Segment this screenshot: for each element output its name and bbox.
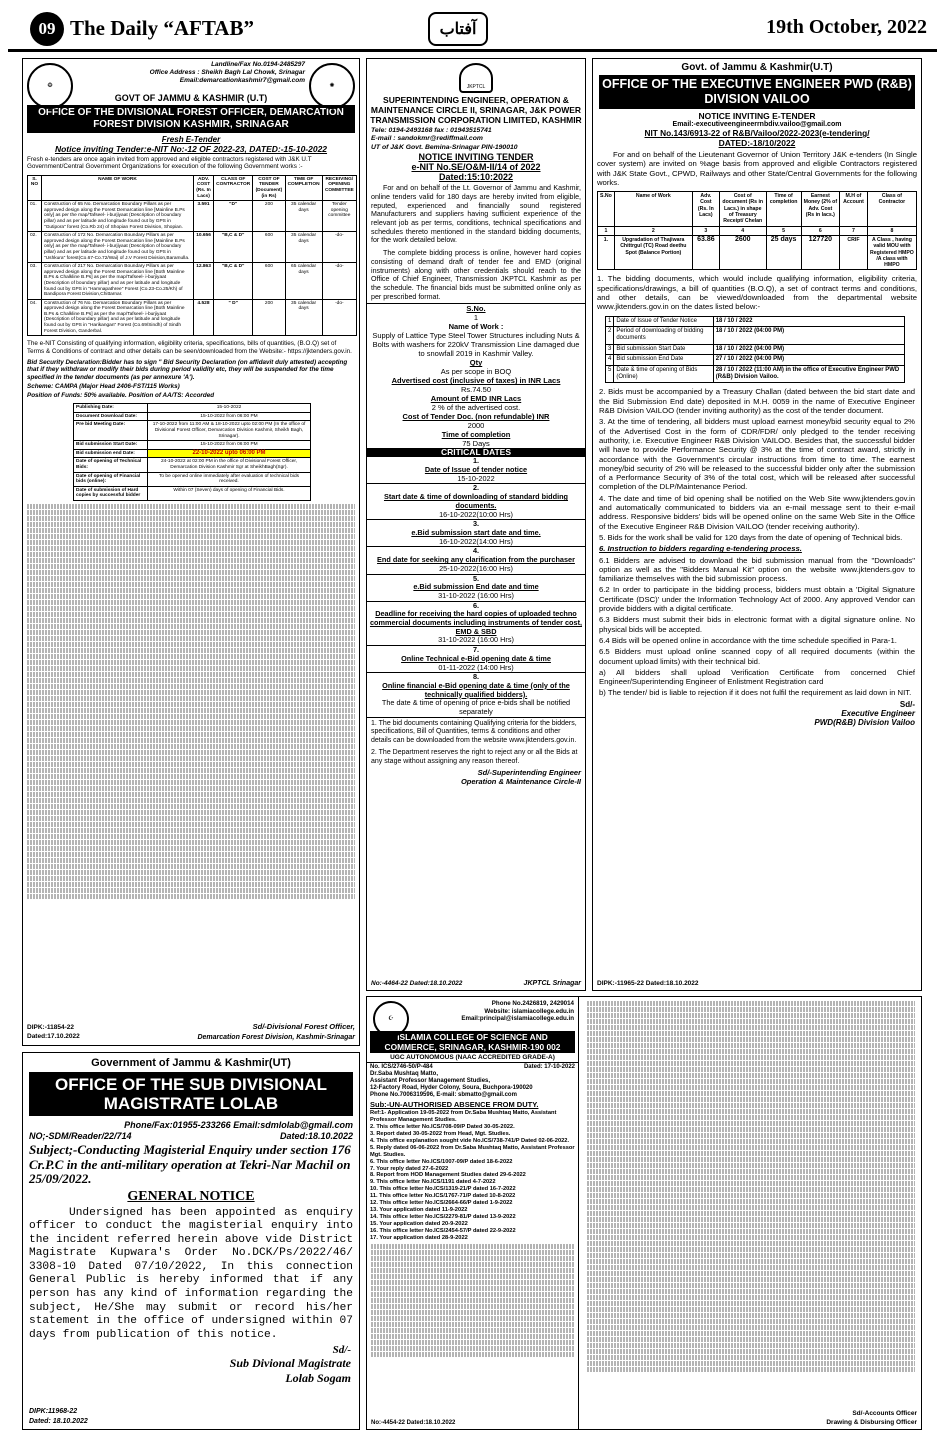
cell: 200 <box>253 201 285 232</box>
address: UT of J&K Govt. Bemina-Srinagar PIN-190010 <box>371 143 518 151</box>
cost-value: 2000 <box>467 421 485 431</box>
list-item: 13. Your application dated 11-9-2022 <box>370 1207 468 1213</box>
th: Adv. Cost (Rs. In Lacs) <box>692 192 719 226</box>
table-row <box>74 472 311 486</box>
cell: 2 <box>606 327 614 345</box>
time-label: Time of completion <box>441 430 511 440</box>
cell: Bid submission end Date: <box>74 449 148 458</box>
cell: Bid submission Start Date <box>614 344 713 354</box>
list-item: 6.4 Bids will be opened online in accordance with the time schedule specified in Para-1. <box>599 635 897 645</box>
table-row <box>606 355 905 365</box>
cell: 18 / 10 / 2022 (04:00 PM) <box>713 327 904 345</box>
cell: 28 / 10 / 2022 (11:00 AM) in the office of Executive Engineer PWD (R&B) Division Vailoo. <box>713 365 904 383</box>
cell: Document Download Date: <box>74 412 148 421</box>
dipk-number: No:-4454-22 Dated:18.10.2022 <box>371 1420 456 1426</box>
cell-highlight: 22-10-2022 upto 06:00 PM <box>148 449 311 458</box>
cd-num: 8. <box>472 672 480 682</box>
cell: To be opened online immediately after evaluation of technical bids received. <box>148 472 311 486</box>
notice-title: NOTICE INVITING TENDER <box>418 152 534 163</box>
table-row <box>28 201 357 232</box>
list-item: Ref:1- Application 19-05-2022 from Dr.Saba Mushtaq Matto, Assistant Professor Management Studies. <box>370 1110 557 1124</box>
cell: 6 <box>801 226 840 235</box>
list-item: 7. Your reply dated 27-6-2022 <box>370 1165 449 1172</box>
letter-fine-print <box>367 1244 578 1357</box>
cell: 1 <box>606 316 614 326</box>
signatory: Sd/-Divisional Forest Officer, <box>252 1022 355 1031</box>
cell: -do- <box>322 299 356 336</box>
body-text-2: The complete bidding process is online, however hard copies consisting of demand draft of tender fee and EMD (original instruments) along with other credentials should reach to the Office of Chief Engineer, Transmission JKPTCL Kashmir as per the schedule. The financial bids must be submitted online only as per prescribed format. <box>371 249 581 301</box>
cell: 10.656 <box>194 232 214 263</box>
cell: A Class , having valid MOU with Registered HMPO /A class with HMPO <box>867 235 916 269</box>
cd-label: e.Bid submission start date and time. <box>411 527 541 537</box>
govt-title: Government of Jammu & Kashmir(UT) <box>91 1057 291 1069</box>
table-row <box>74 486 311 500</box>
cd-num: 6. <box>472 600 480 610</box>
list-item: 11. This office letter No.ICS/1767-71/P dated 10-8-2022 <box>370 1193 516 1200</box>
etender-label: Fresh E-Tender <box>161 135 221 144</box>
cell: 18 / 10 / 2022 <box>713 316 904 326</box>
th: S.No <box>598 192 615 226</box>
cell: 15-10-2022 from 06:00 PM <box>148 441 311 450</box>
signatory: Executive Engineer <box>841 708 915 718</box>
subject: Subject;-Conducting Magisterial Enquiry under section 176 Cr.P.C in the anti-military operation at Tekri-Nar Machil on 25/09/2022. <box>29 1142 351 1186</box>
govt-title: GOVT OF JAMMU & KASHMIR (U.T) <box>114 93 268 103</box>
signatory: Sd/-Superintending Engineer <box>477 768 581 778</box>
college-emblem-icon: ☪ <box>373 1001 409 1037</box>
cell: "B,C & D" <box>214 263 253 300</box>
list-item <box>367 484 585 520</box>
table-row <box>74 404 311 413</box>
list-item: 4. The date and time of bid opening shall be notified on the Web Site www.jktenders.gov.in and automatically communicated to bidders via an e-mail message sent to their e-mail address. Responsive bidders' bids will be opened online on the same Web Site in the Office of the Executive Engineer R&B Division VAILOO (tender receiving authority). <box>599 493 915 531</box>
signatory-office: Demarcation Forest Division, Kashmir-Srinagar <box>197 1034 355 1041</box>
cell: 65 calendar days <box>285 263 322 300</box>
th: NAME OF WORK <box>42 175 194 200</box>
note-1: 1. The bid documents containing Qualifying criteria for the bidders, specifications, Bill of Quantities, terms & conditions and other details can be downloaded from the website www.jktenders.gov.in. <box>371 719 577 744</box>
cd-value: 31-10-2022 (16:00 Hrs) <box>438 635 514 645</box>
cell: Publishing Date: <box>74 404 148 413</box>
sno-label: S.No. <box>466 304 486 314</box>
cell: Pre bid Meeting Date: <box>74 421 148 441</box>
cell: 18 / 10 / 2022 (04:00 PM) <box>713 344 904 354</box>
cd-value: 01-11-2022 (14:00 Hrs) <box>438 662 514 672</box>
list-item: 2. This office letter No.ICS/708-09/P Dated 30-05-2022. <box>370 1124 515 1131</box>
dipk-date: Dated:17.10.2022 <box>27 1033 80 1040</box>
th: S. NO <box>28 175 42 200</box>
intro-text: Fresh e-tenders are once again invited from approved and eligible contractors registered with J&K U.T Government/Central Government Organizations for execution of the following Government works :- <box>27 156 312 171</box>
cd-label: End date for seeking any clarification from the purchaser <box>377 555 575 565</box>
list-item <box>367 547 585 574</box>
list-item: 8. Report from HOD Management Studies dated 29-6-2022 <box>370 1172 526 1179</box>
cd-label: Online financial e-Bid opening date & time (only of the technically qualified bidders). <box>382 680 570 699</box>
table-row <box>598 235 917 269</box>
cell: 35 calendar days <box>285 201 322 232</box>
th: Cost of document (Rs in Lacs.) in shape of Treasury Receipt/ Chelan <box>719 192 766 226</box>
issue-date: 19th October, 2022 <box>766 16 927 38</box>
table-row <box>606 365 905 383</box>
list-item: a) All bidders shall upload Verification Certificate from concerned Chief Engineer/Superintending Engineer of Enlistment Registration card <box>599 667 915 687</box>
dipk-number: DIPK:-11854-22 <box>27 1024 74 1031</box>
letter-continuation <box>583 1000 919 1400</box>
cell: 8 <box>867 226 916 235</box>
cell: 4 <box>606 355 614 365</box>
list-item: 6.2 In order to participate in the bidding process, bidders must obtain a 'Digital Signature Certificate (DSC)' under the Information Technology Act of 2000. Any approved Vendor can provide bidders with a digital certificate. <box>599 585 915 614</box>
cell: 600 <box>253 263 285 300</box>
cell: 3 <box>692 226 719 235</box>
cell: Date & time of opening of Bids (Online) <box>614 365 713 383</box>
general-notice-title: GENERAL NOTICE <box>127 1188 255 1204</box>
addressee <box>367 1071 578 1100</box>
college-subtitle: UGC AUTONOMOUS (NAAC ACCREDITED GRADE-A) <box>367 1053 578 1063</box>
critical-dates <box>367 457 585 717</box>
cd-value: 15-10-2022 <box>457 473 495 483</box>
list-item: 16. This office letter No.ICS/2454-57/P dated 22-9-2022 <box>370 1227 516 1234</box>
qty-label: Qty <box>469 358 483 368</box>
college-title: ISLAMIA COLLEGE OF SCIENCE AND COMMERCE, SRINAGAR, KASHMIR-190 002 <box>370 1031 575 1053</box>
newspaper-header <box>8 8 937 52</box>
cd-num: 1. <box>472 456 480 466</box>
phone: Phone No.2426819, 2429014 <box>491 1000 574 1007</box>
cell: Construction of 217 No. Demarcation Boundary Pillars as per approved design along the Forest Demarcation line [Both Mainline B.Ps & Chalkline B.Ps] as per the map/Tafseel- i-burjiyaat (Description of boundary pillar) and as per latitude and longitude found out by GPS in "Hamnapathree" Forest (Co.23-Co.25/Kh) of Bandipora Forest Division,Chittarnar. <box>42 263 194 300</box>
cd-num: 4. <box>472 546 480 556</box>
terms-fine-print <box>23 503 359 911</box>
address-line: Dr.Saba Mushtaq Matto, <box>370 1070 439 1077</box>
cd-label: Date of Issue of tender notice <box>424 465 528 475</box>
cd-label: Deadline for receiving the hard copies of uploaded techno commercial documents including instruments of tender cost, EMD & SBD <box>369 609 583 636</box>
dipk-number: No:-4464-22 Dated:18.10.2022 <box>371 980 463 987</box>
dipk-number: DIPK:11968-22 <box>29 1408 78 1415</box>
th: Time of completion <box>766 192 801 226</box>
para-1: 1. The bidding documents, which would include qualifying information, eligibility criteria, specifications/drawings, a bill of quantities (B.O.Q), a set of contract terms and conditions, and other details, can be viewed/downloaded from the departmental website www.jktenders.gov.in on the dates listed below:- <box>597 274 917 312</box>
adv-cost-label: Advertised cost (inclusive of taxes) in INR Lacs <box>391 376 561 386</box>
table-row <box>28 299 357 336</box>
cell: 35 calendar days <box>285 299 322 336</box>
th: CLASS OF CONTRACTOR <box>214 175 253 200</box>
list-item <box>367 520 585 547</box>
list-item: 14. This office letter No.ICS/2279-81/P dated 13-9-2022 <box>370 1213 516 1220</box>
website: Website: islamiacollege.edu.in <box>484 1007 574 1015</box>
cell: Construction of 76 No. Demarcation Boundary Pillars as per approved design along the Forest Demarcation line [Both Mainline B.Ps & Chalkline B.Ps] as per the map/Tafseel- i-burjiyaat (Description of boundary pillar) and as per latitude and longitude found out by GPS in "Harikangan" Forest (Co.69/Sindh) of Sindh Forest Division, Ganderbal. <box>42 299 194 336</box>
address-line: 12-Factory Road, Hyder Colony, Soura, Buchpora-190020 <box>370 1084 533 1091</box>
cell: -do- <box>322 232 356 263</box>
cell: -do- <box>322 263 356 300</box>
list-item: 5. Reply dated 06-06-2022 from Dr.Saba Mushtaq Matto, Assistant Professor Mgt. Studies. <box>370 1144 575 1158</box>
cell: 63.86 <box>692 235 719 269</box>
signatory-office: Lolab Sogam <box>285 1371 351 1386</box>
office-title: OFFICE OF THE DIVISIONAL FOREST OFFICER, DEMARCATION FOREST DIVISION KASHMIR, SRINAGAR <box>27 105 355 133</box>
critical-dates-title: CRITICAL DATES <box>367 448 585 457</box>
list-item: b) The tender/ bid is liable to rejection if it does not fulfil the requirement as laid down in NIT. <box>599 688 912 698</box>
page-number: 09 <box>30 12 64 46</box>
bid-security-declaration: Bid Security Declaration:Bidder has to sign " Bid Security Declaration (on affidavit duly attested) accepting that if they withdraw or modify their bids during period validity etc, they will be suspended for the time specified in the tender documents (as per annexure 'A'). <box>27 359 348 381</box>
cell: Within 07 (Seven) days of opening of Financial Bids. <box>148 486 311 500</box>
cd-value: The date & time of opening of price e-bids shall be notified separately <box>381 698 571 717</box>
cell: " D" <box>214 299 253 336</box>
cell: Bid submission Start Date: <box>74 441 148 450</box>
cell: 17-10-2022 from 11:00 AM & 18-10-2022 upto 02:00 PM (In the office of Divisional Forest Officer, Demarcation Division Kashmir, Sheikh Bagh, Srinagar). <box>148 421 311 441</box>
cell: Date of submission of Hard copies by successful bidder <box>74 486 148 500</box>
position-of-funds: Position of Funds: 50% available. Position of AA/TS: Accorded <box>27 392 215 400</box>
cd-label: Online Technical e-Bid opening date & time <box>401 653 551 663</box>
reference-number: No. ICS/2746-50/P-484 <box>370 1063 433 1070</box>
address-line: Assistant Professor Management Studies, <box>370 1077 491 1084</box>
signatory-location: JKPTCL Srinagar <box>523 980 581 987</box>
cell: 27 / 10 / 2022 (04:00 PM) <box>713 355 904 365</box>
list-item <box>367 575 585 602</box>
intro-text: For and on behalf of the Lieutenant Governor of Union Territory J&K e-tenders (In Single cover system) are invited on %age basis from approved and eligible Contractors registered with J&K State Govt., CPWD, Railways and other State/Central Governments for the following works. <box>597 150 917 187</box>
email: Email:-executiveengineerrnbdiv.vailoo@gmail.com <box>672 121 842 128</box>
cell: 127720 <box>801 235 840 269</box>
sno-value: 1 <box>473 313 479 323</box>
table-row <box>28 232 357 263</box>
masthead-logo: آفتاب <box>428 12 488 46</box>
cell: "D" <box>214 201 253 232</box>
list-item: 6. This office letter No.ICS/1007-09/P dated 18-6-2022 <box>370 1158 513 1165</box>
cd-num: 7. <box>472 645 480 655</box>
table-row <box>74 412 311 421</box>
qty-value: As per scope in BOQ <box>440 367 512 377</box>
dates-table <box>605 316 905 384</box>
cell: 2600 <box>719 235 766 269</box>
cell: Date of opening of Technical Bids: <box>74 458 148 472</box>
sdm-lolab-notice <box>22 1052 360 1430</box>
notice-date: Dated:18.10.2022 <box>279 1131 353 1141</box>
cell: 3.591 <box>194 201 214 232</box>
list-item <box>367 457 585 484</box>
subject: Sub:-UN-AUTHORISED ABSENCE FROM DUTY. <box>370 1100 539 1110</box>
table-row <box>606 316 905 326</box>
cd-num: 3. <box>472 519 480 529</box>
cell: Date of Issue of Tender Notice <box>614 316 713 326</box>
cell: 200 <box>253 299 285 336</box>
cell: Date of opening of Financial bids (online): <box>74 472 148 486</box>
cell: "B,C & D" <box>214 232 253 263</box>
nit-date: DATED:-18/10/2022 <box>718 138 796 148</box>
cd-num: 2. <box>472 483 480 493</box>
list-item: 3. Report dated 30-05-2022 from Head, Mgt. Studies. <box>370 1131 511 1138</box>
table-row <box>74 458 311 472</box>
th: ADV. COST (Rs. In Lacs) <box>194 175 214 200</box>
newspaper-name: The Daily “AFTAB” <box>70 16 254 40</box>
cell: 5 <box>766 226 801 235</box>
nit-number: NIT No.143/6913-22 of R&B/Vailoo/2022-2023(e-tendering/ <box>644 128 870 138</box>
cell: 04. <box>28 299 42 336</box>
cell: Upgradation of Thajiwara Chittrgul (TC) Road deethu Spot (Balance Portion) <box>614 235 692 269</box>
telephone: Tele: 0194-2493168 fax : 01943515741 <box>371 127 492 134</box>
cell: 12.863 <box>194 263 214 300</box>
jkptcl-logo-icon: JKPTCL <box>459 63 493 93</box>
body-text: For and on behalf of the Lt. Governor of Jammu and Kashmir, online tenders valid for 180 days are hereby invited from eligible, reputed, experienced and financially sound registered Manufacturers and suppliers having sufficient experience of the relevant job as per terms, conditions, technical specifications and schedules thereto mentioned in the standard bidding documents, for the work detailed below. <box>371 184 581 245</box>
signatory-office: PWD(R&B) Division Vailoo <box>814 717 915 727</box>
works-table <box>27 175 357 336</box>
signatory-office: Operation & Maintenance Circle-II <box>460 777 581 787</box>
cell: 600 <box>253 232 285 263</box>
list-item: 6.3 Bidders must submit their bids in electronic format with a digital signature online. No physical bids will be accepted. <box>599 615 915 634</box>
cell: Construction of 172 No. Demarcation Boundary Pillars as per approved design along the Forest Demarcation line [Mainline B.Ps only] as per the map/Tafseel- i-burjiyaat (Description of boundary pillar) and as per latitude and longitude found out by GPS in "Ushkura" forest(Co.67-Co.72/Wai) of J.V Forest Division,Baramulla. <box>42 232 194 263</box>
email: E-mail : sandokmr@rediffmail.com <box>371 135 483 143</box>
cd-value: 16-10-2022(14:00 Hrs) <box>439 536 513 546</box>
list-item: 3. At the time of tendering, all bidders must upload earnest money/bid security equal to 2% of the Advertised Cost in the form of CDR/FDR/ only pledged to the tender receiving authority, i.e. Executive Engineer R&B Division VAILOO. Besides that, the successful bidder will have to provide Performance Security @ 3% at the time of contract award, strictly in accordance with the Government's circular instructions from time to time. The earnest money/bid security of 2% will be released to the successful bidder only after the submission of a Performance Security of 3% of the total cost, which will be released after successful completion of the DLP/Maintenance Period. <box>599 417 915 492</box>
cell: Period of downloading of bidding documents <box>614 327 713 345</box>
notice-body: Undersigned has been appointed as enquiry officer to conduct the magisterial enquiry into the incident referred herein above vide District Magistrate Kupwara's Order No.DCK/Ps/2022/46/ 3308-10 Dated 07/10/2022, In this connection General Public is hereby informed that if any person has any kind of information regarding the subject, He/She may submit or record his/her statement in the office of undersigned within 07 days from publication of this notice. <box>29 1206 353 1341</box>
enit-paragraph: The e-NIT Consisting of qualifying information, eligibility criteria, specifications, bills of quantities, (B.O.Q) set of Terms & Conditions of contract and other details can be seen/downloaded from the Website:- https://jktenders.gov.in. <box>27 340 352 355</box>
table-row <box>28 263 357 300</box>
cell: 2 <box>614 226 692 235</box>
office-title: OFFICE OF THE EXECUTIVE ENGINEER PWD (R&B) DIVISION VAILOO <box>599 75 915 109</box>
email: Email:demarcationkashmir7@gmail.com <box>179 77 305 84</box>
th: TIME OF COMPLETION <box>285 175 322 200</box>
list-item <box>367 646 585 673</box>
list-item: 6.5 Bidders must upload online scanned copy of all required documents (within the document upload limits) with their technical bid. <box>599 647 915 666</box>
cost-label: Cost of Tender Doc. (non refundable) INR <box>402 412 550 422</box>
note-2: 2. The Department reserves the right to reject any or all the Bids at any stage without assigning any reason thereof. <box>371 749 578 765</box>
list-item: 9. This office letter No.ICS/1191 dated 4-7-2022 <box>370 1179 496 1186</box>
office-address: Office Address : Sheikh Bagh Lal Chowk, Srinagar <box>149 69 305 76</box>
cell: 35 calendar days <box>285 232 322 263</box>
office-title: SUPERINTENDING ENGINEER, OPERATION & MAINTENANCE CIRCLE II, SRINAGAR, J&K POWER TRANSMISSION CORPORATION LIMITED, KASHMIR <box>370 95 582 125</box>
cd-label: e.Bid submission End date and time <box>413 582 539 592</box>
govt-title: Govt. of Jammu & Kashmir(U.T) <box>681 62 833 73</box>
table-row <box>74 449 311 458</box>
jkptcl-tender-ad <box>366 58 586 991</box>
cell: 01. <box>28 201 42 232</box>
cd-value: 31-10-2022 (16:00 Hrs) <box>438 590 514 600</box>
th: Name of Work <box>614 192 692 226</box>
jk-emblem-icon: ✺ <box>309 63 355 109</box>
cell: 1 <box>598 226 615 235</box>
list-item: 10. This office letter No.ICS/1319-21/P dated 16-7-2022 <box>370 1186 516 1193</box>
nit-number: Notice inviting Tender:e-NIT No:-12 OF 2022-23, DATED:-15-10-2022 <box>54 144 328 154</box>
signatory: Sub Divional Magistrate <box>229 1356 351 1371</box>
signature-mark: Sd/- <box>332 1344 351 1357</box>
list-item: 12. This office letter No.ICS/2664-66/P dated 1-9-2022 <box>370 1200 513 1207</box>
conditions-list <box>593 385 921 697</box>
cell: 03. <box>28 263 42 300</box>
th: Earnest Money (2% of Adv. Cost (Rs in lacs.) <box>801 192 840 226</box>
pwd-vailoo-tender-ad <box>592 58 922 991</box>
references-list <box>367 1110 578 1241</box>
emd-value: 2 % of the advertised cost. <box>431 403 521 413</box>
list-item: 15. Your application dated 20-9-2022 <box>370 1220 468 1227</box>
landline: Landline/Fax No.0194-2485297 <box>211 61 305 68</box>
cell: 3 <box>606 344 614 354</box>
signatory: Sd/-Accounts Officer <box>852 1410 917 1417</box>
list-item: 17. Your application dated 28-9-2022 <box>370 1234 468 1241</box>
emd-label: Amount of EMD INR Lacs <box>430 394 522 404</box>
cell: 1. <box>598 235 615 269</box>
cell: CRIF <box>840 235 868 269</box>
cell: 15-10-2022 <box>148 404 311 413</box>
nit-number: e-NIT No.SE/O&M-II/14 of 2022 <box>411 162 541 173</box>
email: Email:principal@islamiacollege.edu.in <box>461 1015 574 1022</box>
notice-title: NOTICE INVITING E-TENDER <box>698 111 816 121</box>
th: RECEIVING/ OPENING COMMITTEE <box>322 175 356 200</box>
cell: Bid submission End Date <box>614 355 713 365</box>
list-item: 6. Instruction to bidders regarding e-tendering process. <box>599 544 802 554</box>
adv-cost-value: Rs.74.50 <box>460 385 492 395</box>
cd-value: 16-10-2022(10:00 Hrs) <box>439 509 513 519</box>
dipk-date: Dated: 18.10.2022 <box>29 1418 88 1425</box>
forest-tender-ad <box>22 58 360 1046</box>
office-title: OFFICE OF THE SUB DIVISIONAL MAGISTRATE LOLAB <box>29 1072 353 1116</box>
table-row <box>606 327 905 345</box>
th: COST OF TENDER (Document) (in Rs) <box>253 175 285 200</box>
list-item: 6.1 Bidders are advised to download the bid submission manual from the "Downloads" option as well as the "Bidders Manual Kit" option on the website www.jktenders.gov to familiarize themselves with the bid submission process. <box>599 555 915 584</box>
reference-number: NO;-SDM/Reader/22/714 <box>29 1131 132 1141</box>
signatory-office: Drawing & Disbursing Officer <box>826 1419 917 1426</box>
college-notice-left <box>367 997 579 1429</box>
cd-num: 5. <box>472 573 480 583</box>
cell: 24-10-2022 at 02:00 PM in the office of Divisional Forest Officer, Demarcation Division Kashmir Sgr at SheikhBagh(Sgr). <box>148 458 311 472</box>
nit-date: Dated:15:10:2022 <box>438 172 514 183</box>
cell: 4 <box>719 226 766 235</box>
cd-value: 25-10-2022(16:00 Hrs) <box>439 563 513 573</box>
cell: 15-10-2022 from 06:00 PM <box>148 412 311 421</box>
forest-emblem-icon: ❂ <box>27 63 73 109</box>
dates-table <box>73 403 311 501</box>
dipk-number: DIPK:-11965-22 Dated:18.10.2022 <box>597 980 699 987</box>
cell: 02. <box>28 232 42 263</box>
scheme: Scheme: CAMPA (Major Head 2406-FST/115 Works) <box>27 383 180 391</box>
islamia-college-notice <box>366 996 922 1430</box>
list-item: 5. Bids for the work shall be valid for 120 days from the date of opening of Technical bids. <box>599 532 903 542</box>
list-item <box>367 602 585 647</box>
list-item <box>367 673 585 718</box>
th: M.H of Account <box>840 192 868 226</box>
signature-mark: Sd/- <box>899 699 915 709</box>
list-item: 4. This office explanation sought vide No.ICS/738-741/P Dated 02-06-2022. <box>370 1137 570 1144</box>
time-value: 75 Days <box>462 439 490 449</box>
cell: 25 days <box>766 235 801 269</box>
work-value: Supply of Lattice Type Steel Tower Structures including Nuts & Bolts with washers for 220kV Transmission Line damaged due to snowfall 2019 in Kashmir Valley. <box>372 331 580 359</box>
phone-email: Phone/Fax:01955-233266 Email:sdmlolab@gmail.com <box>124 1120 353 1130</box>
address-line: Phone No.7006319596, E-mail: sbmatto@gmail.com <box>370 1092 517 1099</box>
cell: Tender opening committee <box>322 201 356 232</box>
cell: 4.528 <box>194 299 214 336</box>
cell: 7 <box>840 226 868 235</box>
table-row <box>74 421 311 441</box>
table-row <box>74 441 311 450</box>
cell: Construction of 65 No. Demarcation Boundary Pillars as per approved design along the Forest Demarcation line [Mainline B.Ps only] as per the map/Tafseel- i-burjiyaat (Description of boundary pillar) and as per latitude and longitude found out by GPS in "Gutipora" forest (Co.Rb 24) of Shopian Forest Division, Shopian. <box>42 201 194 232</box>
list-item: 2. Bids must be accompanied by a Treasury Challan (dated between the bid start date and the Bid Submission End date) deposited in M.H. 0059 in the name of Executive Engineer R&B Division VAILOO (tender inviting authority) as the cost of the tender document. <box>599 387 915 416</box>
works-table <box>597 191 917 270</box>
table-row <box>606 344 905 354</box>
work-label: Name of Work : <box>448 322 504 332</box>
cell: 5 <box>606 365 614 383</box>
th: Class of Contractor <box>867 192 916 226</box>
cd-label: Start date & time of downloading of standard bidding documents. <box>383 492 569 510</box>
notice-date: Dated: 17-10-2022 <box>523 1063 575 1070</box>
